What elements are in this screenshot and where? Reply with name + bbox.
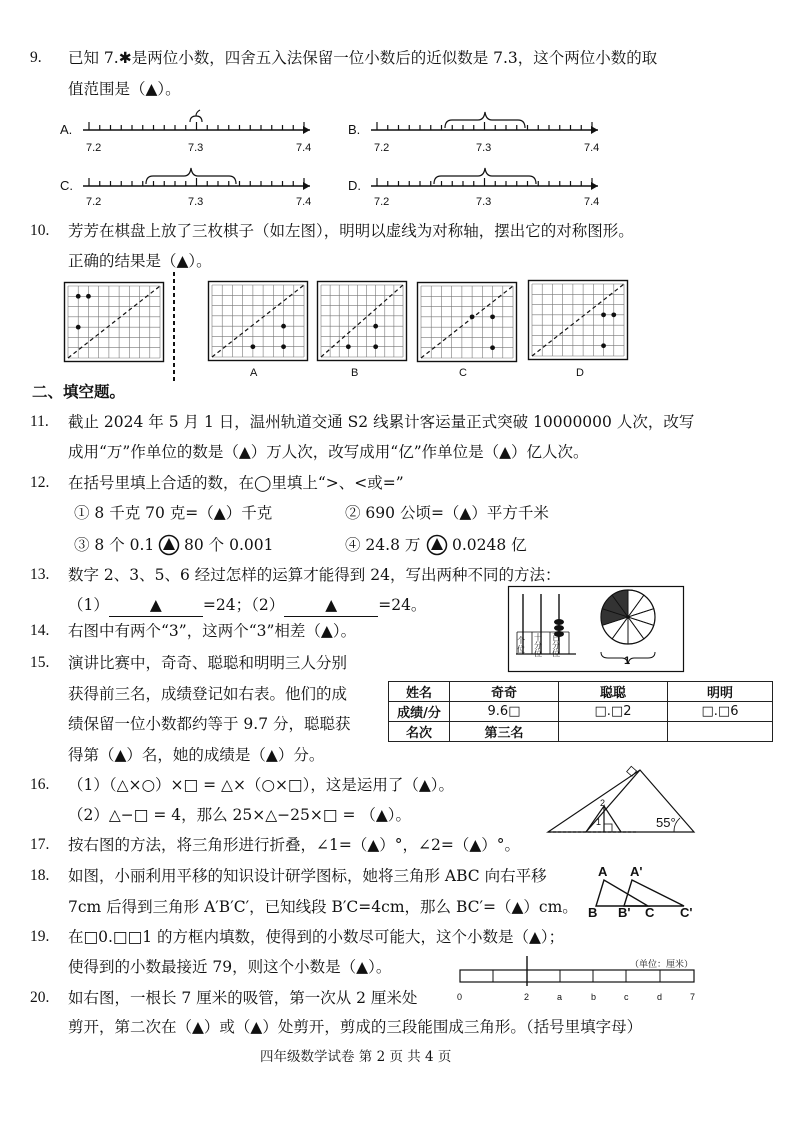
- q20-number: 20.: [30, 989, 50, 1006]
- q9-b-tick-73: 7.3: [476, 142, 492, 154]
- symmetry-axis: [68, 286, 160, 358]
- q15-text-line1: 演讲比赛中，奇奇、聪聪和明明三人分别: [68, 654, 348, 672]
- q18-text-line2: 7cm 后得到三角形 A′B′C′，已知线段 B′C=4cm，那么 BC′=（▲）cm。: [68, 898, 578, 916]
- q14-number: 14.: [30, 622, 50, 639]
- chess-piece: [601, 312, 606, 317]
- chess-piece: [76, 325, 81, 330]
- q10-option-d-label: D: [576, 367, 584, 379]
- q10-board-c: [417, 282, 517, 362]
- q10-option-b-label: B: [351, 367, 359, 379]
- table-cell: 第三名: [450, 722, 559, 742]
- q10-text-line1: 芳芳在棋盘上放了三枚棋子（如左图），明明以虚线为对称轴，摆出它的对称图形。: [68, 222, 634, 240]
- q13-answer-line: [68, 594, 426, 617]
- q15-number: 15.: [30, 654, 50, 671]
- q16-text-line1: （1）（△×○）×□ = △×（○×□），这是运用了（▲）。: [68, 776, 455, 794]
- q9-d-tick-73: 7.3: [476, 196, 492, 208]
- q17-angle-2-label: 2: [600, 798, 606, 808]
- q12-item-3-right: 80 个 0.001: [184, 536, 274, 554]
- q20-unit-label: （单位：厘米）: [630, 960, 694, 970]
- table-header-cell: 聪聪: [559, 682, 668, 702]
- table-cell: [559, 722, 668, 742]
- q11-text-line2: 成用“万”作单位的数是（▲）万人次，改写成用“亿”作单位是（▲）亿人次。: [68, 443, 589, 461]
- q20-text-line1: 如右图，一根长 7 厘米的吸管，第一次从 2 厘米处: [68, 989, 418, 1007]
- q19-text-line1: 在□0.□□1 的方框内填数，使得到的小数尽可能大，这个小数是（▲）；: [68, 928, 565, 946]
- q13-part1-end: =24；: [202, 596, 252, 614]
- q12-item-1: ① 8 千克 70 克=（▲）千克: [74, 504, 273, 522]
- symmetry-axis: [321, 285, 403, 357]
- chess-piece: [470, 314, 475, 319]
- q9-number: 9.: [30, 49, 42, 66]
- q10-option-a-label: A: [250, 367, 258, 379]
- q18-label-b-prime: B': [618, 905, 631, 920]
- q14-label-ones: 个位: [517, 636, 525, 654]
- q9-option-b-label: B.: [348, 122, 361, 137]
- q13-blank-2[interactable]: ▲: [284, 594, 378, 617]
- q10-number: 10.: [30, 222, 50, 239]
- q17-text-line1: 按右图的方法，将三角形进行折叠，∠1=（▲）°，∠2=（▲）°。: [68, 836, 521, 854]
- chess-piece: [611, 312, 616, 317]
- q17-given-angle-label: 55°: [656, 815, 676, 830]
- chess-piece: [281, 344, 286, 349]
- q9-option-d-label: D.: [348, 178, 361, 193]
- q9-d-tick-72: 7.2: [374, 196, 390, 208]
- q12-item-4-right: 0.0248 亿: [452, 536, 527, 554]
- q16-number: 16.: [30, 776, 50, 793]
- q14-text-line1: 右图中有两个“3”，这两个“3”相差（▲）。: [68, 622, 357, 640]
- q9-c-tick-72: 7.2: [86, 196, 102, 208]
- q14-fraction-circle: [601, 590, 655, 644]
- q14-circle-label: 1: [624, 655, 631, 667]
- q14-figure-frame: [508, 586, 684, 672]
- q13-text-line1: 数字 2、3、5、6 经过怎样的运算才能得到 24，写出两种不同的方法：: [68, 566, 561, 584]
- q13-number: 13.: [30, 566, 50, 583]
- table-header-row: [389, 682, 773, 702]
- q12-item-3-left: ③ 8 个 0.1: [74, 536, 155, 554]
- q11-number: 11.: [30, 413, 49, 430]
- q13-blank-1[interactable]: ▲: [109, 594, 203, 617]
- table-cell: □.□6: [668, 702, 773, 722]
- q10-board-original: [64, 282, 164, 362]
- q12-circle-mark-4: [426, 534, 448, 556]
- q12-number: 12.: [30, 474, 50, 491]
- q9-option-a-label: A.: [60, 122, 73, 137]
- chess-piece: [250, 344, 255, 349]
- q20-tick-2: 2: [524, 992, 530, 1002]
- q10-board-b: [317, 281, 407, 361]
- q9-c-tick-74: 7.4: [296, 196, 312, 208]
- q17-number: 17.: [30, 836, 50, 853]
- q16-text-line2: （2）△−□ = 4，那么 25×△−25×□ = （▲）。: [68, 806, 412, 824]
- table-header-cell: 明明: [668, 682, 773, 702]
- q15-score-table: [388, 681, 773, 742]
- table-row: [389, 702, 773, 722]
- chess-piece: [601, 343, 606, 348]
- q12-item-2: ② 690 公顷=（▲）平方千米: [345, 504, 549, 522]
- q9-c-brace: [146, 168, 236, 184]
- q9-a-tick-72: 7.2: [86, 142, 102, 154]
- q20-tick-7: 7: [690, 992, 696, 1002]
- circle-sector: [628, 595, 654, 617]
- q20-tick-0: 0: [457, 992, 463, 1002]
- q18-text-line1: 如图，小丽利用平移的知识设计研学图标，她将三角形 ABC 向右平移: [68, 867, 547, 885]
- q11-text-line1: 截止 2024 年 5 月 1 日，温州轨道交通 S2 线累计客运量正式突破 10000000 人次，改写: [68, 413, 695, 431]
- q18-label-c-prime: C': [680, 905, 693, 920]
- table-cell: 9.6□: [450, 702, 559, 722]
- q9-c-tick-73: 7.3: [188, 196, 204, 208]
- table-header-cell: 奇奇: [450, 682, 559, 702]
- q18-label-a-prime: A': [630, 864, 643, 879]
- chess-piece: [373, 324, 378, 329]
- q9-b-tick-72: 7.2: [374, 142, 390, 154]
- q13-part2-end: =24。: [378, 596, 427, 614]
- circle-sector: [628, 617, 654, 639]
- q10-board-d: [528, 280, 628, 360]
- q15-text-line4: 得第（▲）名，她的成绩是（▲）分。: [68, 746, 325, 764]
- q17-angle-1-label: 1: [596, 817, 602, 827]
- board-frame: [318, 282, 407, 361]
- symmetry-axis: [212, 285, 304, 357]
- q18-label-c: C: [645, 905, 655, 920]
- q19-number: 19.: [30, 928, 50, 945]
- section-fill-in-title: 二、填空题。: [32, 382, 126, 401]
- q14-label-hundredths: 百分位: [552, 633, 560, 658]
- q20-tick-c: c: [624, 992, 629, 1002]
- q18-label-b: B: [588, 905, 598, 920]
- q9-option-c-label: C.: [60, 178, 73, 193]
- q13-part2-label: （2）: [251, 596, 285, 614]
- chess-piece: [76, 294, 81, 299]
- q20-tick-d: d: [657, 992, 663, 1002]
- chess-piece: [373, 344, 378, 349]
- q9-text-line1: 已知 7.✱是两位小数，四舍五入法保留一位小数后的近似数是 7.3，这个两位小数的取: [68, 49, 658, 67]
- q9-b-tick-74: 7.4: [584, 142, 600, 154]
- q10-option-c-label: C: [459, 367, 467, 379]
- q20-text-line2: 剪开，第二次在（▲）或（▲）处剪开，剪成的三段能围成三角形。（括号里填字母）: [68, 1018, 643, 1036]
- q9-d-tick-74: 7.4: [584, 196, 600, 208]
- table-cell: 成绩/分: [389, 702, 450, 722]
- table-cell: [668, 722, 773, 742]
- chess-piece: [281, 324, 286, 329]
- chess-piece: [490, 314, 495, 319]
- page-footer: 四年级数学试卷 第 2 页 共 4 页: [260, 1049, 452, 1065]
- q15-text-line2: 获得前三名，成绩登记如右表。他们的成: [68, 685, 348, 703]
- q12-item-4-left: ④ 24.8 万: [345, 536, 421, 554]
- q9-a-tick-73: 7.3: [188, 142, 204, 154]
- q20-tick-a: a: [557, 992, 563, 1002]
- table-header-cell: 姓名: [389, 682, 450, 702]
- q18-number: 18.: [30, 867, 50, 884]
- q9-text-line2: 值范围是（▲）。: [68, 80, 181, 98]
- q19-text-line2: 使得到的小数最接近 79，则这个小数是（▲）。: [68, 958, 392, 976]
- q12-text-line1: 在括号里填上合适的数，在◯里填上“>、<或=”: [68, 474, 404, 492]
- chess-piece: [346, 344, 351, 349]
- table-row: [389, 722, 773, 742]
- q12-circle-mark-3: [158, 534, 180, 556]
- q10-board-a: [208, 281, 308, 361]
- q9-a-brace: [190, 110, 202, 122]
- chess-piece: [86, 294, 91, 299]
- symmetry-axis: [532, 284, 624, 356]
- q18-label-a: A: [598, 864, 608, 879]
- symmetry-axis: [421, 286, 513, 358]
- q10-text-line2: 正确的结果是（▲）。: [68, 252, 212, 270]
- chess-piece: [490, 345, 495, 350]
- q20-straw-figure: [458, 954, 698, 994]
- q14-label-tenths: 十分位: [534, 633, 542, 658]
- q9-a-tick-74: 7.4: [296, 142, 312, 154]
- table-cell: □.□2: [559, 702, 668, 722]
- abacus-bead: [554, 619, 564, 625]
- q20-tick-b: b: [591, 992, 597, 1002]
- q15-text-line3: 绩保留一位小数都约等于 9.7 分，聪聪获: [68, 715, 351, 733]
- table-cell: 名次: [389, 722, 450, 742]
- abacus-bead: [554, 625, 564, 631]
- q10-divider: [172, 272, 176, 382]
- q13-part1-label: （1）: [68, 596, 109, 614]
